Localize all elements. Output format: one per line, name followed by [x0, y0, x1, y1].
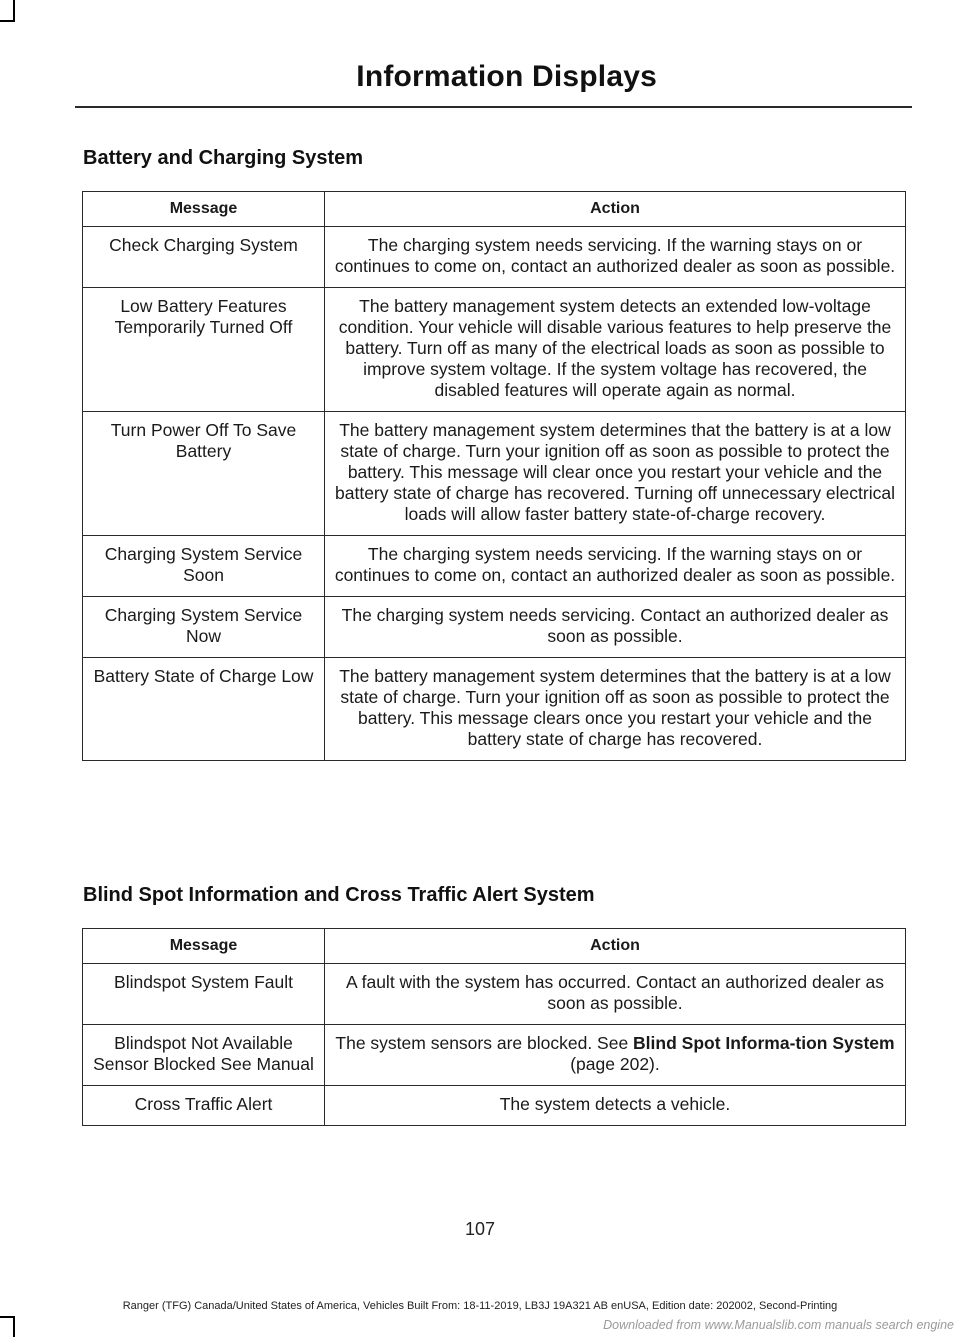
table-row	[83, 658, 906, 761]
message-cell: Turn Power Off To Save Battery	[83, 412, 325, 536]
table-row	[83, 536, 906, 597]
blind-spot-table	[82, 928, 906, 1126]
message-cell: Blindspot Not Available Sensor Blocked See Manual	[83, 1025, 325, 1086]
crop-mark-bottom-left-horizontal	[0, 1316, 15, 1318]
table-row	[83, 1025, 906, 1086]
crop-mark-top-left-horizontal	[0, 20, 15, 22]
table-header-row	[83, 192, 906, 227]
table-row	[83, 964, 906, 1025]
action-cell: The battery management system detects an extended low-voltage condition. Your vehicle will disable various features to help preserve the battery. Turn off as many of the electrical loads as soon as possible to improve system voltage. If the system voltage has recovered, the disabled features will operate again as normal.	[325, 288, 906, 412]
page-header-title: Information Displays	[356, 60, 657, 93]
crop-mark-top-left	[13, 0, 15, 22]
page-reference: (page 202).	[570, 1054, 660, 1074]
message-cell: Cross Traffic Alert	[83, 1086, 325, 1126]
action-cell: The charging system needs servicing. If the warning stays on or continues to come on, contact an authorized dealer as soon as possible.	[325, 227, 906, 288]
action-cell: The charging system needs servicing. Contact an authorized dealer as soon as possible.	[325, 597, 906, 658]
message-cell: Blindspot System Fault	[83, 964, 325, 1025]
table-row	[83, 288, 906, 412]
action-cell: The system detects a vehicle.	[325, 1086, 906, 1126]
section-title-battery: Battery and Charging System	[83, 147, 364, 169]
message-cell: Check Charging System	[83, 227, 325, 288]
header-rule	[75, 106, 912, 108]
action-cell	[325, 1025, 906, 1086]
cross-reference-link[interactable]: Blind Spot Informa-tion System	[633, 1033, 895, 1053]
table-row	[83, 597, 906, 658]
message-cell: Low Battery Features Temporarily Turned Off	[83, 288, 325, 412]
table-header-row	[83, 929, 906, 964]
column-header-action: Action	[325, 192, 906, 227]
action-cell: The battery management system determines that the battery is at a low state of charge. Turn your ignition off as soon as possible to protect the battery. This message will clear once you restart your vehicle and the battery state of charge has recovered. Turning off unnecessary electrical loads will allow faster battery state-of-charge recovery.	[325, 412, 906, 536]
column-header-action: Action	[325, 929, 906, 964]
message-cell: Charging System Service Now	[83, 597, 325, 658]
message-cell: Battery State of Charge Low	[83, 658, 325, 761]
table-row	[83, 227, 906, 288]
column-header-message: Message	[83, 929, 325, 964]
page-number: 107	[464, 1219, 496, 1239]
table-row	[83, 412, 906, 536]
action-cell: The charging system needs servicing. If the warning stays on or continues to come on, contact an authorized dealer as soon as possible.	[325, 536, 906, 597]
action-cell: The battery management system determines that the battery is at a low state of charge. Turn your ignition off as soon as possible to protect the battery. This message clears once you restart your vehicle and the battery state of charge has recovered.	[325, 658, 906, 761]
action-text: The system sensors are blocked. See	[335, 1033, 634, 1053]
battery-charging-table	[82, 191, 906, 761]
section-title-blind-spot: Blind Spot Information and Cross Traffic Alert System	[83, 884, 595, 906]
action-cell: A fault with the system has occurred. Contact an authorized dealer as soon as possible.	[325, 964, 906, 1025]
table-row	[83, 1086, 906, 1126]
message-cell: Charging System Service Soon	[83, 536, 325, 597]
watermark: Downloaded from www.Manualslib.com manuals search engine	[603, 1318, 954, 1332]
page-footer: Ranger (TFG) Canada/United States of America, Vehicles Built From: 18-11-2019, LB3J 19A321 AB enUSA, Edition date: 202002, Second-Printing	[122, 1300, 838, 1312]
crop-mark-bottom-left	[13, 1316, 15, 1337]
column-header-message: Message	[83, 192, 325, 227]
